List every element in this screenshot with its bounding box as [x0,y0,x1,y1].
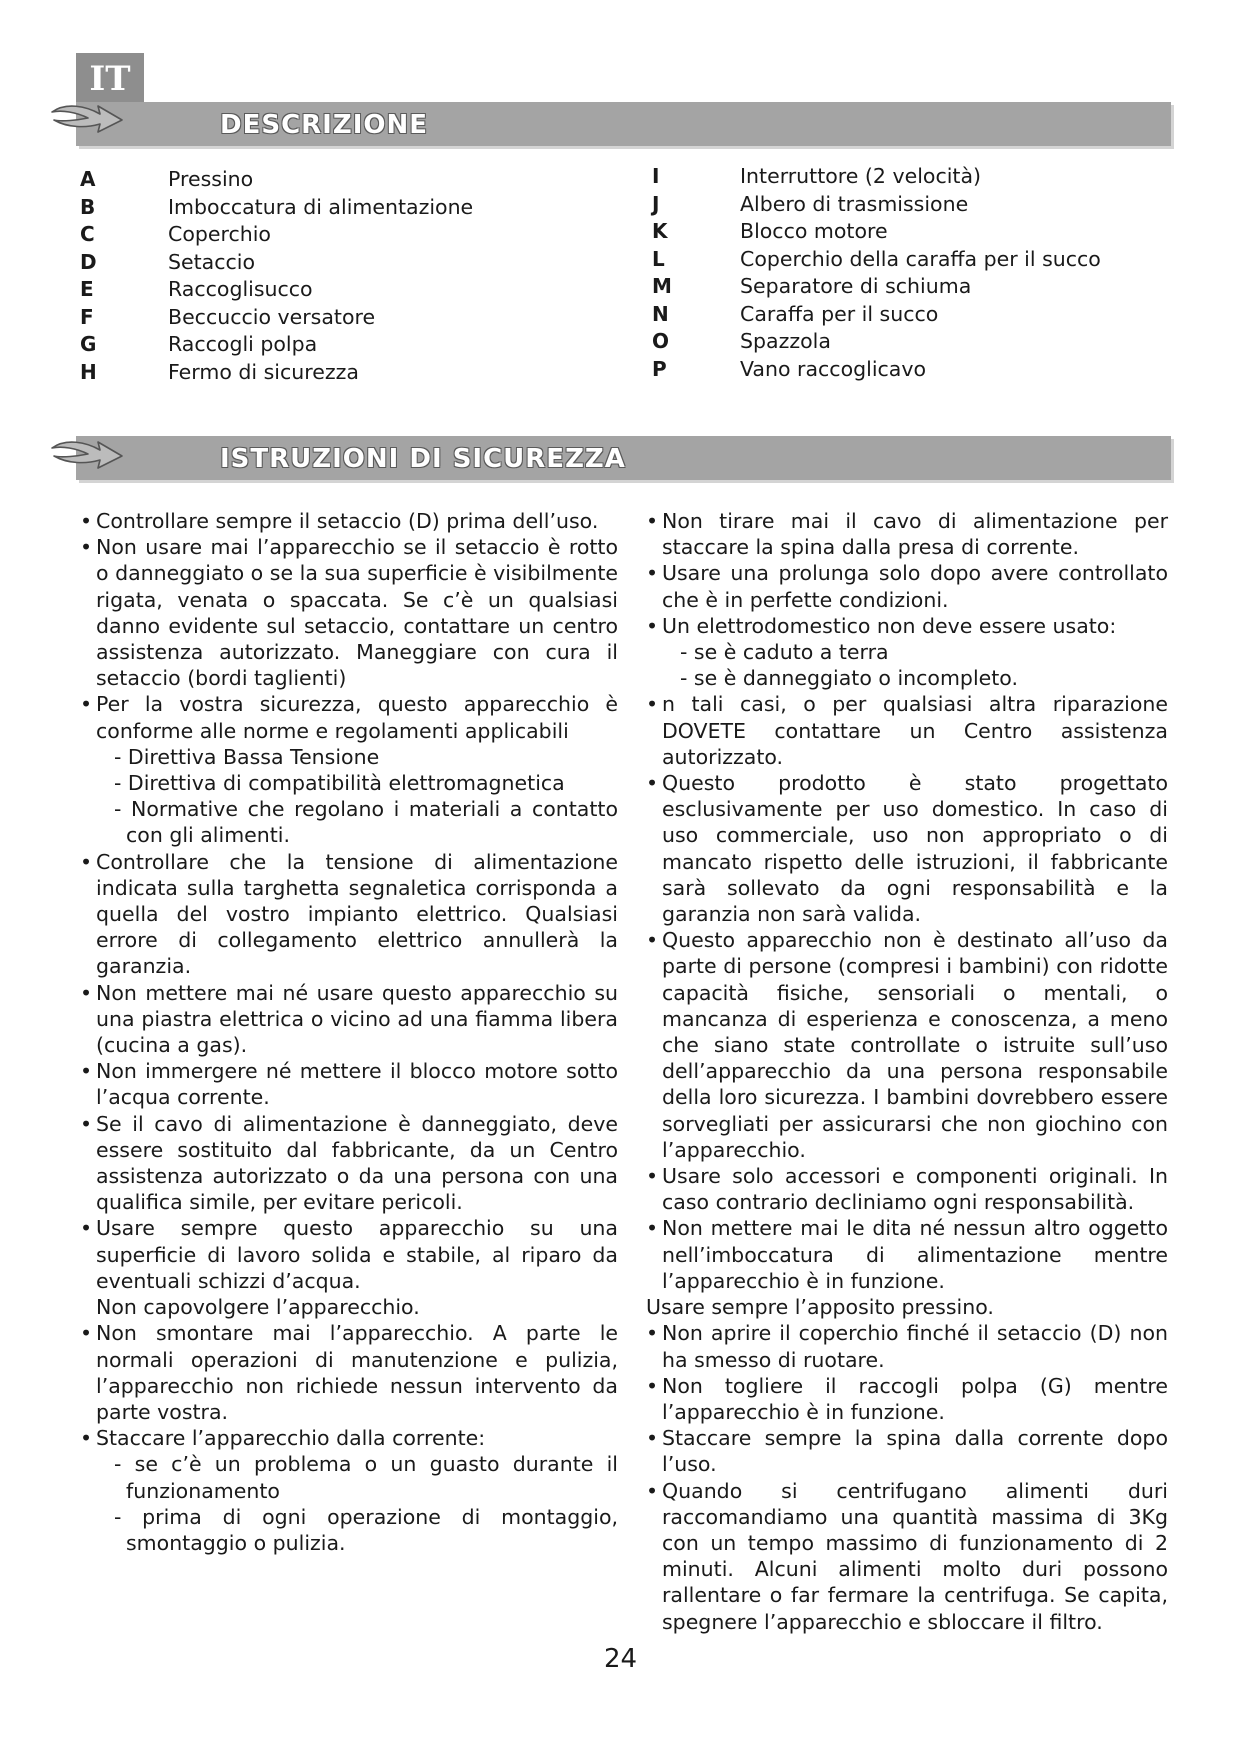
paragraph: Quando si centrifugano alimenti duri raccomandiamo una quantità massima di 3Kg con un tempo massimo di funzionamento di 2 minuti. Alcuni alimenti molto duri possono rallentare o far fermare la centrifuga. Se capita, spegnere l’apparecchio e sbloccare il filtro. [662,1478,1168,1634]
paragraph: Non togliere il raccogli polpa (G) mentre l’apparecchio è in funzione. [662,1373,1168,1424]
sub-item: - Direttiva di compatibilità elettromagnetica [114,771,565,796]
list-item [652,328,1101,356]
part-label: Albero di trasmissione [740,191,969,216]
swirl-arrow-icon [48,434,126,474]
list-item [652,356,1101,384]
paragraph: Usare solo accessori e componenti originali. In caso contrario decliniamo ogni responsabilità. [662,1164,1168,1215]
part-letter: H [80,359,97,384]
bullet-icon: • [646,1478,659,1503]
part-label: Setaccio [168,249,256,274]
section-header-safety [76,436,1171,480]
language-tab: IT [76,53,144,105]
list-item [646,613,1168,692]
list-item [652,273,1101,301]
list-item [646,770,1168,927]
bullet-icon: • [80,1059,93,1084]
list-item [80,1111,618,1216]
bullet-icon: • [646,613,659,638]
part-label: Beccuccio versatore [168,304,376,329]
parts-list-left [80,166,473,386]
bullet-icon: • [80,1216,93,1241]
paragraph: Controllare che la tensione di alimentazione indicata sulla targhetta segnaletica corrisponda a quella del vostro impianto elettrico. Qualsiasi errore di collegamento elettrico annullerà la garanzia. [96,849,618,979]
list-item [80,1058,618,1110]
paragraph: Questo apparecchio non è destinato all’uso da parte di persone (compresi i bambini) con ridotte capacità fisiche, sensoriali o mentali, o mancanza di esperienza e conoscenza, a meno che siano state controllate o istruite sull’uso dell’apparecchio da una persona responsabile della loro sicurezza. I bambini dovrebbero essere sorvegliati per assicurarsi che non giochino con l’apparecchio. [662,928,1168,1162]
part-label: Raccogli polpa [168,332,318,356]
part-letter: J [652,191,660,216]
part-label: Interruttore (2 velocità) [740,164,982,188]
part-label: Spazzola [740,329,831,353]
part-label: Caraffa per il succo [740,301,939,326]
list-item [646,1163,1168,1215]
swirl-arrow-icon [48,98,126,138]
safety-column-right [646,508,1168,1635]
list-item [80,1425,618,1556]
paragraph: Usare sempre questo apparecchio su una superficie di lavoro solida e stabile, al riparo da eventuali schizzi d’acqua. [96,1216,618,1293]
sub-item: - prima di ogni operazione di montaggio, smontaggio o pulizia. [114,1504,618,1555]
paragraph: Non mettere mai né usare questo apparecchio su una piastra elettrica o vicino ad una fiamma libera (cucina a gas). [96,980,618,1058]
paragraph: Staccare l’apparecchio dalla corrente: [96,1426,486,1451]
sub-item: - se è danneggiato o incompleto. [680,666,1018,691]
paragraph: n tali casi, o per qualsiasi altra riparazione DOVETE contattare un Centro assistenza autorizzato. [662,692,1168,769]
paragraph: Usare una prolunga solo dopo avere controllato che è in perfette condizioni. [662,561,1168,612]
list-item [80,980,618,1059]
section-title-safety: ISTRUZIONI DI SICUREZZA [220,444,626,474]
part-letter: M [652,274,672,298]
part-label: Imboccatura di alimentazione [168,194,474,219]
part-letter: D [80,249,97,274]
part-letter: B [80,194,96,219]
list-item [646,1425,1168,1477]
list-item [80,534,618,691]
bullet-icon: • [80,980,93,1005]
paragraph: Usare sempre l’apposito pressino. [646,1295,994,1320]
list-item [646,927,1168,1163]
list-item [652,191,1101,219]
sub-item: - Normative che regolano i materiali a contatto con gli alimenti. [114,797,618,848]
list-item [646,1320,1168,1372]
bullet-icon: • [80,1426,93,1451]
section-header-description [76,102,1171,146]
list-item [80,276,473,304]
list-item [646,691,1168,770]
list-item [80,849,618,980]
paragraph: Non usare mai l’apparecchio se il setaccio è rotto o danneggiato o se la sua superficie è visibilmente rigata, venata o spaccata. Se c’è un qualsiasi danno evidente sul setaccio, contattare un centro assistenza autorizzato. Maneggiare con cura il setaccio (bordi taglienti) [96,535,618,691]
bullet-icon: • [80,509,93,533]
list-item [80,331,473,359]
part-label: Separatore di schiuma [740,274,972,298]
part-label: Raccoglisucco [168,277,313,301]
bullet-icon: • [80,849,93,874]
paragraph: Non tirare mai il cavo di alimentazione per staccare la spina dalla presa di corrente. [662,509,1168,560]
part-label: Blocco motore [740,219,888,243]
list-item [80,221,473,249]
sub-item: - se c’è un problema o un guasto durante il funzionamento [114,1452,618,1503]
bullet-icon: • [80,1321,93,1346]
part-letter: E [80,277,94,301]
paragraph: Questo prodotto è stato progettato esclusivamente per uso domestico. In caso di uso commerciale, uso non appropriato o di mancato rispetto delle istruzioni, il fabbricante sarà sollevato da ogni responsabilità e la garanzia non sarà valida. [662,771,1168,927]
part-letter: P [652,356,667,381]
list-item [652,246,1101,274]
bullet-icon: • [646,1426,659,1451]
list-item [80,691,618,848]
list-item [80,1215,618,1320]
part-label: Coperchio [168,222,271,246]
list-item [80,359,473,387]
part-letter: G [80,332,97,356]
bullet-icon: • [646,1373,659,1398]
list-item [80,304,473,332]
bullet-icon: • [646,1164,659,1189]
part-letter: A [80,167,96,191]
bullet-icon: • [646,928,659,953]
bullet-icon: • [80,692,93,717]
bullet-icon: • [646,1216,659,1241]
paragraph: Non aprire il coperchio finché il setaccio (D) non ha smesso di ruotare. [662,1321,1168,1372]
part-label: Vano raccoglicavo [740,356,927,381]
paragraph: Controllare sempre il setaccio (D) prima dell’uso. [96,509,599,533]
parts-list-right [652,163,1101,383]
paragraph: Se il cavo di alimentazione è danneggiato, deve essere sostituito dal fabbricante, da un Centro assistenza autorizzato o da una persona con una qualifica simile, per evitare pericoli. [96,1111,618,1215]
paragraph: Non immergere né mettere il blocco motore sotto l’acqua corrente. [96,1059,618,1110]
part-letter: K [652,219,668,243]
part-letter: O [652,329,670,353]
bullet-icon: • [80,535,93,560]
list-item [80,194,473,222]
list-item [652,163,1101,191]
list-item [646,1478,1168,1635]
part-letter: F [80,304,94,329]
page-number: 24 [603,1644,638,1674]
paragraph: Un elettrodomestico non deve essere usato: [662,613,1117,638]
paragraph: Staccare sempre la spina dalla corrente dopo l’uso. [662,1426,1168,1477]
list-item [646,560,1168,612]
bullet-icon: • [646,561,659,586]
part-letter: N [652,301,669,326]
part-letter: I [652,164,660,188]
sub-item: - Direttiva Bassa Tensione [114,744,380,769]
list-item [646,508,1168,560]
list-item [652,218,1101,246]
bullet-icon: • [80,1111,93,1136]
bullet-icon: • [646,692,659,717]
list-item [646,1373,1168,1425]
paragraph: Per la vostra sicurezza, questo apparecchio è conforme alle norme e regolamenti applicabili [96,692,618,743]
list-item [80,249,473,277]
bullet-icon: • [646,1321,659,1346]
list-item [80,508,618,534]
list-item [80,1320,618,1425]
paragraph: Non mettere mai le dita né nessun altro oggetto nell’imboccatura di alimentazione mentre l’apparecchio è in funzione. [662,1216,1168,1293]
section-title-description: DESCRIZIONE [220,110,428,140]
paragraph: Non capovolgere l’apparecchio. [96,1295,420,1320]
safety-column-left [80,508,618,1556]
part-letter: C [80,222,95,246]
list-item [652,301,1101,329]
list-item [646,1215,1168,1294]
paragraph: Non smontare mai l’apparecchio. A parte le normali operazioni di manutenzione e pulizia, l’apparecchio non richiede nessun intervento da parte vostra. [96,1321,618,1424]
part-label: Fermo di sicurezza [168,359,359,384]
part-label: Coperchio della caraffa per il succo [740,246,1101,271]
part-letter: L [652,246,665,271]
list-item [80,166,473,194]
bullet-icon: • [646,509,659,533]
bullet-icon: • [646,771,659,796]
sub-item: - se è caduto a terra [680,640,889,665]
part-label: Pressino [168,167,254,191]
